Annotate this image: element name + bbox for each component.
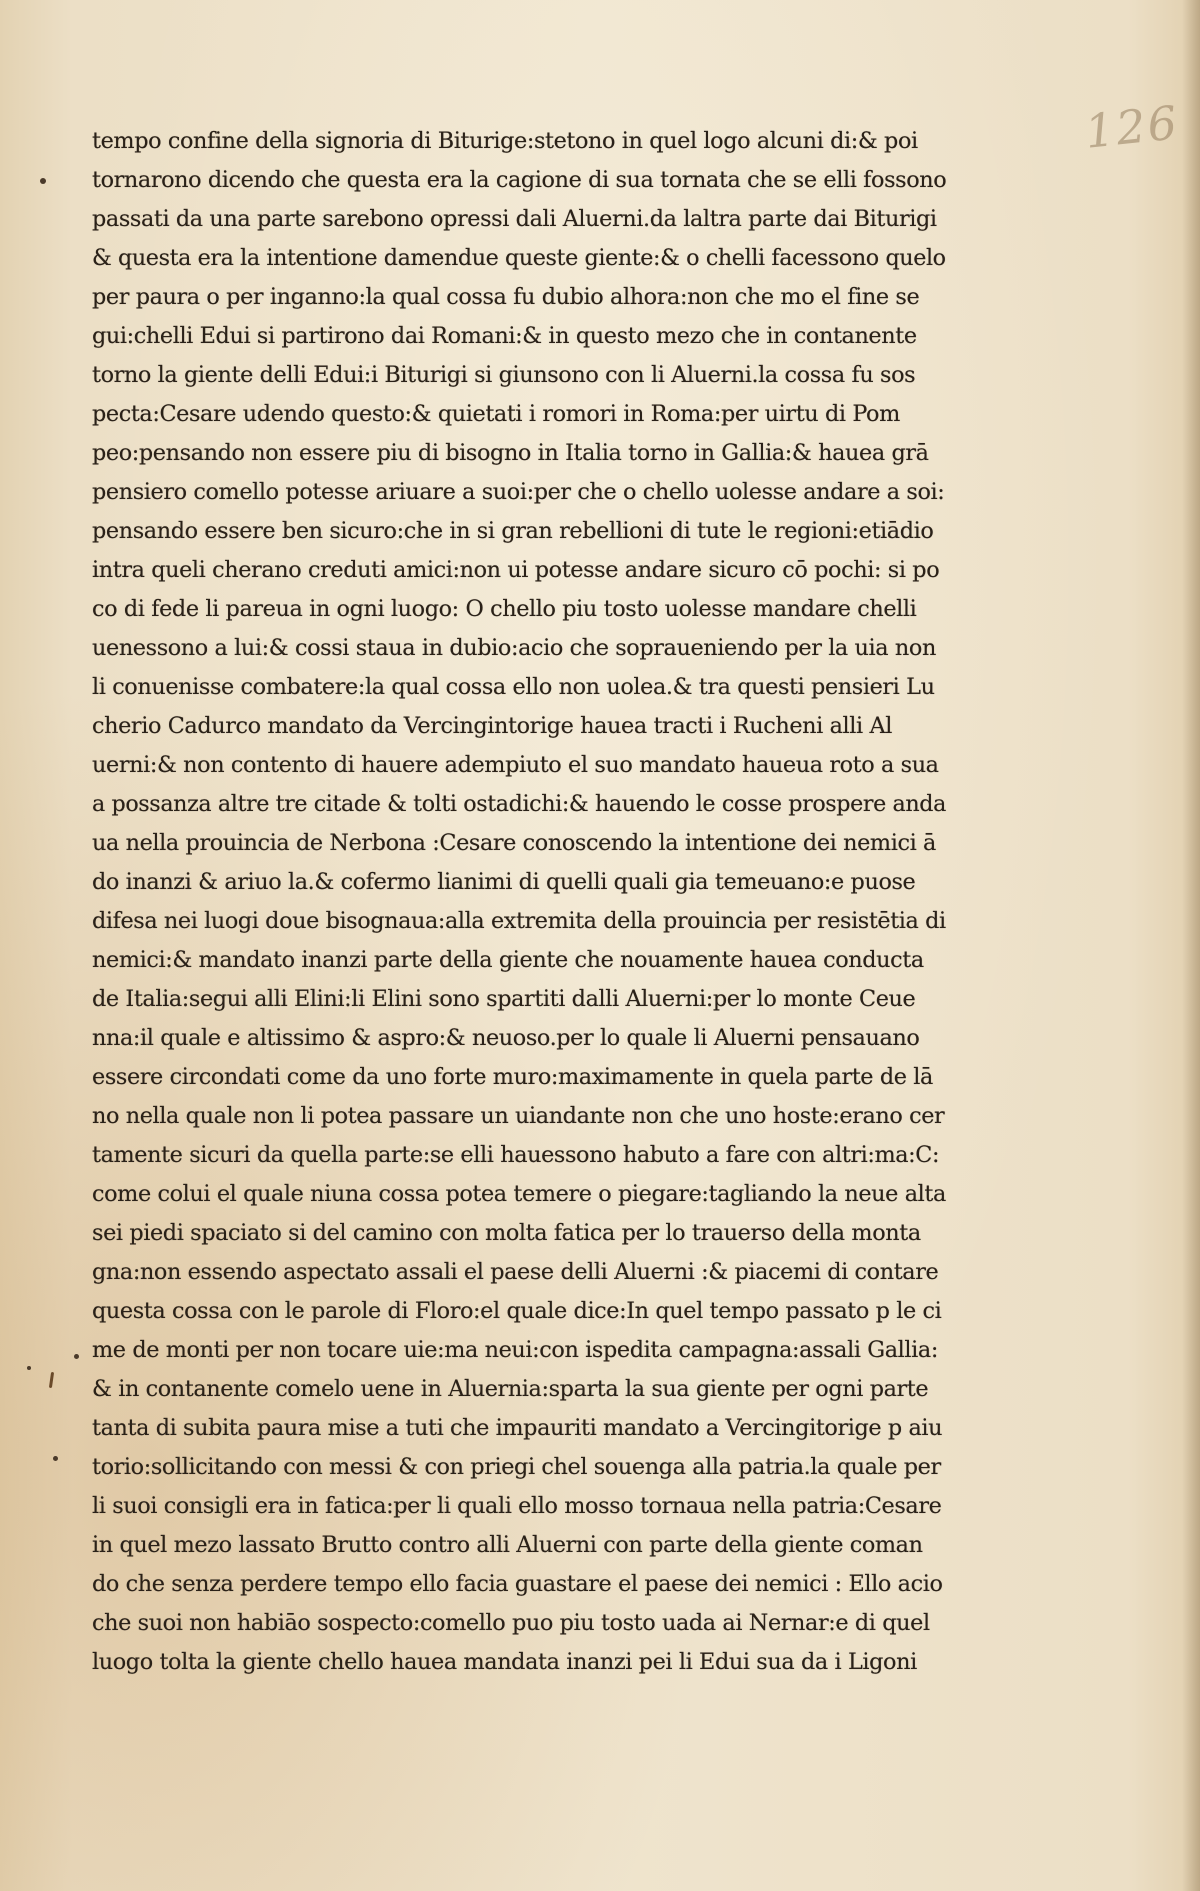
folio-number: 126 <box>1082 95 1182 159</box>
text-line: & in contanente comelo uene in Aluernia:sparta la sua giente per ogni parte <box>92 1376 929 1402</box>
text-line: torio:sollicitando con messi & con priegi chel souenga alla patria.la quale per <box>92 1454 941 1480</box>
text-line: tempo confine della signoria di Biturige:stetono in quel logo alcuni di:& poi <box>92 128 918 154</box>
text-line: passati da una parte sarebono opressi dali Aluerni.da laltra parte dai Biturigi <box>92 206 937 232</box>
text-line: tamente sicuri da quella parte:se elli hauessono habuto a fare con altri:ma:C: <box>92 1142 940 1168</box>
text-line: difesa nei luogi doue bisognaua:alla extremita della prouincia per resistētia di <box>92 908 946 934</box>
text-line: nna:il quale e altissimo & aspro:& neuoso.per lo quale li Aluerni pensauano <box>92 1025 920 1051</box>
text-line: per paura o per inganno:la qual cossa fu dubio alhora:non che mo el fine se <box>92 284 920 310</box>
text-line: ua nella prouincia de Nerbona :Cesare conoscendo la intentione dei nemici ā <box>92 830 936 856</box>
text-line: gui:chelli Edui si partirono dai Romani:& in questo mezo che in contanente <box>92 323 917 349</box>
text-line: peo:pensando non essere piu di bisogno in Italia torno in Gallia:& hauea grā <box>92 440 929 466</box>
text-line: de Italia:segui alli Elini:li Elini sono spartiti dalli Aluerni:per lo monte Ceue <box>92 986 916 1012</box>
text-line: questa cossa con le parole di Floro:el quale dice:In quel tempo passato p le ci <box>92 1298 942 1324</box>
text-line: pensiero comello potesse ariuare a suoi:per che o chello uolesse andare a soi: <box>92 479 945 505</box>
text-line: li suoi consigli era in fatica:per li quali ello mosso tornaua nella patria:Cesare <box>92 1493 942 1519</box>
text-line: uerni:& non contento di hauere adempiuto el suo mandato haueua roto a sua <box>92 752 939 778</box>
text-line: luogo tolta la giente chello hauea mandata inanzi pei li Edui sua da i Ligoni <box>92 1649 917 1675</box>
text-line: sei piedi spaciato si del camino con molta fatica per lo trauerso della monta <box>92 1220 921 1246</box>
text-line: essere circondati come da uno forte muro:maximamente in quela parte de lā <box>92 1064 933 1090</box>
text-line: nemici:& mandato inanzi parte della giente che nouamente hauea conducta <box>92 947 924 973</box>
text-block <box>92 122 952 1682</box>
text-line: pensando essere ben sicuro:che in si gran rebellioni di tute le regioni:etiādio <box>92 518 934 544</box>
text-line: torno la giente delli Edui:i Biturigi si giunsono con li Aluerni.la cossa fu sos <box>92 362 916 388</box>
text-line: tanta di subita paura mise a tuti che impauriti mandato a Vercingitorige p aiu <box>92 1415 943 1441</box>
text-line: li conuenisse combatere:la qual cossa ello non uolea.& tra questi pensieri Lu <box>92 674 935 700</box>
text-line: uenessono a lui:& cossi staua in dubio:acio che sopraueniendo per la uia non <box>92 635 936 661</box>
text-line: a possanza altre tre citade & tolti ostadichi:& hauendo le cosse prospere anda <box>92 791 946 817</box>
margin-mark <box>27 1366 31 1370</box>
text-line: tornarono dicendo che questa era la cagione di sua tornata che se elli fossono <box>92 167 947 193</box>
text-line: do inanzi & ariuo la.& cofermo lianimi di quelli quali gia temeuano:e puose <box>92 869 916 895</box>
margin-mark <box>74 1354 79 1359</box>
text-line: pecta:Cesare udendo questo:& quietati i romori in Roma:per uirtu di Pom <box>92 401 900 427</box>
spine-shadow <box>1182 0 1200 1891</box>
text-line: do che senza perdere tempo ello facia guastare el paese dei nemici : Ello acio <box>92 1571 943 1597</box>
text-line: intra queli cherano creduti amici:non ui potesse andare sicuro cō pochi: si po <box>92 557 940 583</box>
text-line: no nella quale non li potea passare un uiandante non che uno hoste:erano cer <box>92 1103 945 1129</box>
text-line: cherio Cadurco mandato da Vercingintorige hauea tracti i Rucheni alli Al <box>92 713 892 739</box>
text-line: che suoi non habiāo sospecto:comello puo piu tosto uada ai Nernar:e di quel <box>92 1610 930 1636</box>
margin-mark <box>53 1456 58 1461</box>
text-line: come colui el quale niuna cossa potea temere o piegare:tagliando la neue alta <box>92 1181 946 1207</box>
margin-mark <box>40 178 46 184</box>
text-line: & questa era la intentione damendue queste giente:& o chelli facessono quelo <box>92 245 946 271</box>
text-line: gna:non essendo aspectato assali el paese delli Aluerni :& piacemi di contare <box>92 1259 939 1285</box>
text-line: me de monti per non tocare uie:ma neui:con ispedita campagna:assali Gallia: <box>92 1337 938 1363</box>
text-line: in quel mezo lassato Brutto contro alli Aluerni con parte della giente coman <box>92 1532 923 1558</box>
text-line: co di fede li pareua in ogni luogo: O chello piu tosto uolesse mandare chelli <box>92 596 917 622</box>
margin-stroke <box>49 1372 54 1388</box>
